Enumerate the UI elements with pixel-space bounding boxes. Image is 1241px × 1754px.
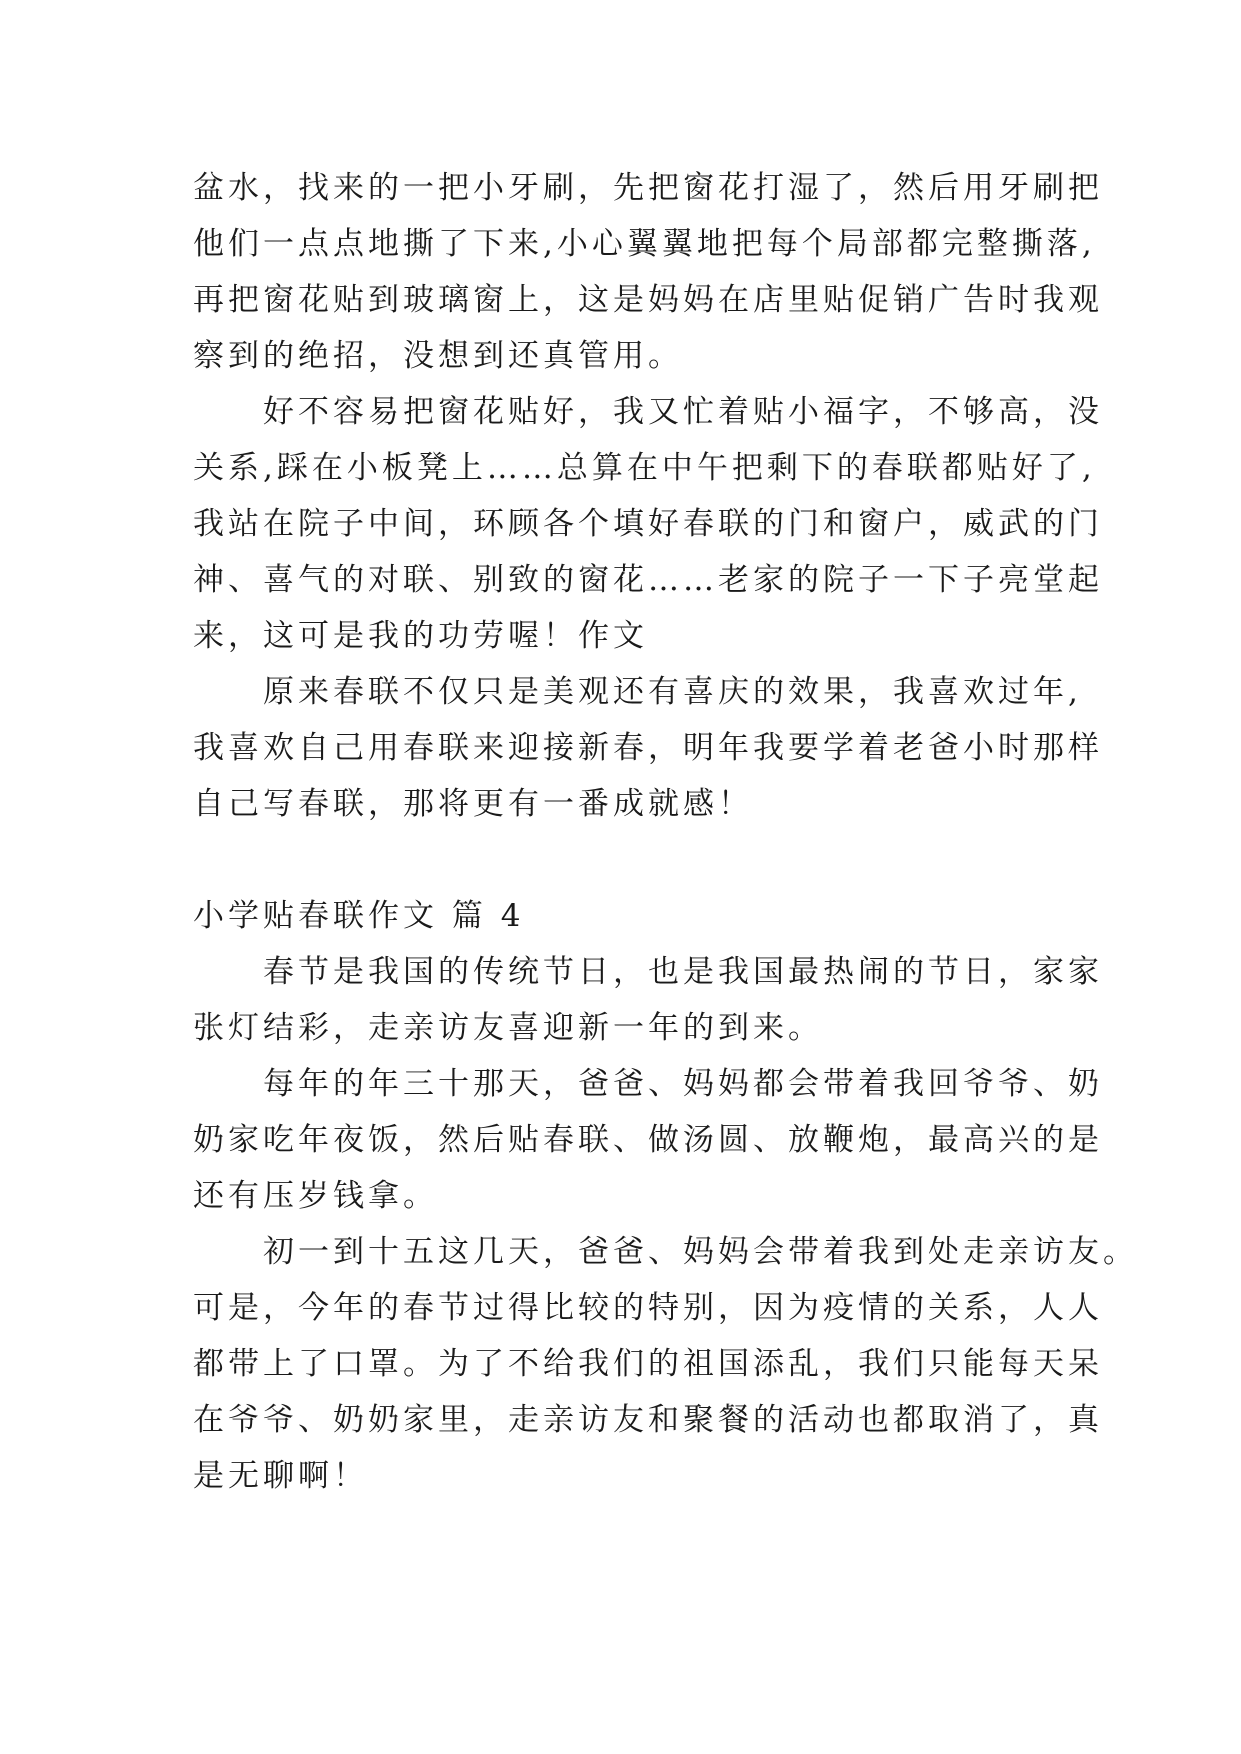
- text-line: 奶家吃年夜饭，然后贴春联、做汤圆、放鞭炮，最高兴的是: [193, 1122, 1103, 1158]
- paragraph-window-flowers: [193, 384, 1103, 664]
- text-line: 好不容易把窗花贴好，我又忙着贴小福字，不够高，没: [263, 394, 1103, 430]
- text-line: 我喜欢自己用春联来迎接新春，明年我要学着老爸小时那样: [193, 730, 1103, 766]
- text-line: 原来春联不仅只是美观还有喜庆的效果，我喜欢过年,: [263, 674, 1082, 710]
- text-line: 在爷爷、奶奶家里，走亲访友和聚餐的活动也都取消了，真: [193, 1402, 1103, 1438]
- text-line: 我站在院子中间，环顾各个填好春联的门和窗户，威武的门: [193, 506, 1103, 542]
- text-line: 还有压岁钱拿。: [193, 1178, 438, 1214]
- text-line: 都带上了口罩。为了不给我们的祖国添乱，我们只能每天呆: [193, 1346, 1103, 1382]
- paragraph-new-year-eve: [193, 1056, 1103, 1224]
- text-line: 可是，今年的春节过得比较的特别，因为疫情的关系，人人: [193, 1290, 1103, 1326]
- text-line: 关系,踩在小板凳上……总算在中午把剩下的春联都贴好了,: [193, 450, 1096, 486]
- text-line: 春节是我国的传统节日，也是我国最热闹的节日，家家: [263, 954, 1103, 990]
- section-title: 小学贴春联作文 篇 4: [193, 898, 525, 934]
- paragraph-epidemic: [193, 1224, 1138, 1504]
- paragraph-continuation: [193, 160, 1103, 384]
- document-body: [193, 160, 1138, 1504]
- text-line: 初一到十五这几天，爸爸、妈妈会带着我到处走亲访友。: [263, 1234, 1138, 1270]
- text-line: 自己写春联，那将更有一番成就感！: [193, 786, 753, 822]
- text-line: 张灯结彩，走亲访友喜迎新一年的到来。: [193, 1010, 823, 1046]
- text-line: 再把窗花贴到玻璃窗上，这是妈妈在店里贴促销广告时我观: [193, 282, 1103, 318]
- section-spacer: [193, 832, 1073, 888]
- text-line: 来，这可是我的功劳喔！作文: [193, 618, 648, 654]
- text-line: 察到的绝招，没想到还真管用。: [193, 338, 683, 374]
- text-line: 是无聊啊！: [193, 1458, 368, 1494]
- text-line: 神、喜气的对联、别致的窗花……老家的院子一下子亮堂起: [193, 562, 1103, 598]
- text-line: 盆水，找来的一把小牙刷，先把窗花打湿了，然后用牙刷把: [193, 170, 1103, 206]
- text-line: 每年的年三十那天，爸爸、妈妈都会带着我回爷爷、奶: [263, 1066, 1103, 1102]
- text-line: 他们一点点地撕了下来,小心翼翼地把每个局部都完整撕落,: [193, 226, 1096, 262]
- paragraph-spring-festival: [193, 944, 1103, 1056]
- paragraph-conclusion: [193, 664, 1103, 832]
